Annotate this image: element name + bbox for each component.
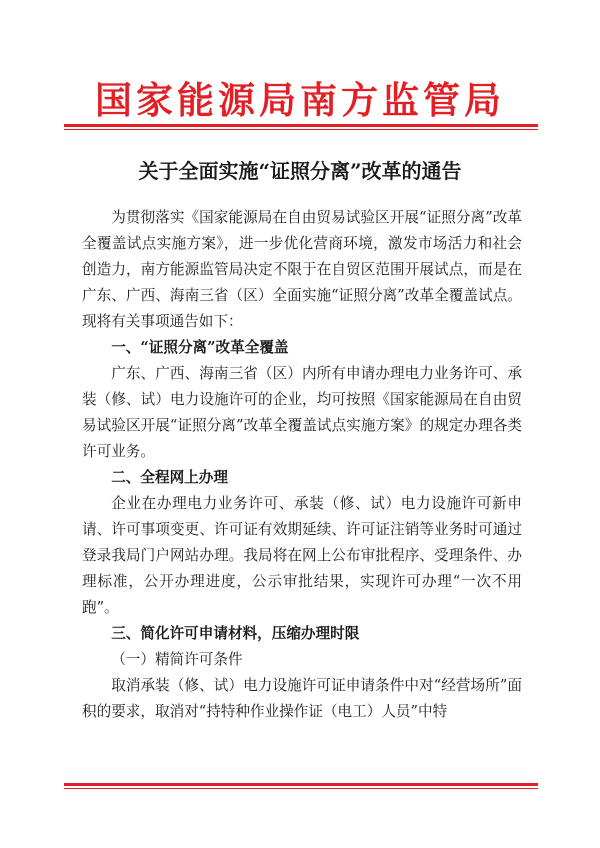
section-heading-2: 二、全程网上办理 <box>111 469 228 486</box>
section-heading-1: 一、“证照分离”改革全覆盖 <box>111 339 289 356</box>
header-red-rule <box>64 124 538 127</box>
document-body <box>82 205 522 725</box>
footer-red-rule <box>64 783 538 786</box>
footer-red-rule-thin <box>64 788 538 789</box>
subsection-3-1-paragraph: 取消承装（修、试）电力设施许可证申请条件中对“经营场所”面积的要求，取消对“持特种作业操作证（电工）人员”中特 <box>82 677 522 720</box>
section-1-paragraph: 广东、广西、海南三省（区）内所有申请办理电力业务许可、承装（修、试）电力设施许可的企业，均可按照《国家能源局在自由贸易试验区开展“证照分离”改革全覆盖试点实施方案》的规定办理各类许可业务。 <box>82 365 522 460</box>
intro-paragraph: 为贯彻落实《国家能源局在自由贸易试验区开展“证照分离”改革全覆盖试点实施方案》，进一步优化营商环境，激发市场活力和社会创造力，南方能源监管局决定不限于在自贸区范围开展试点，而是在广东、广西、海南三省（区）全面实施“证照分离”改革全覆盖试点。现将有关事项通告如下： <box>82 209 522 330</box>
org-name-header: 国家能源局南方监管局 <box>95 78 505 122</box>
header-red-rule-thin <box>64 129 538 130</box>
document-title: 关于全面实施“证照分离”改革的通告 <box>138 159 462 183</box>
subsection-heading-3-1: （一）精简许可条件 <box>111 651 243 668</box>
section-2-paragraph: 企业在办理电力业务许可、承装（修、试）电力设施许可新申请、许可事项变更、许可证有效期延续、许可证注销等业务时可通过登录我局门户网站办理。我局将在网上公布审批程序、受理条件、办理标准，公开办理进度，公示审批结果，实现许可办理“一次不用跑”。 <box>82 495 522 616</box>
section-heading-3: 三、简化许可申请材料，压缩办理时限 <box>111 625 360 642</box>
